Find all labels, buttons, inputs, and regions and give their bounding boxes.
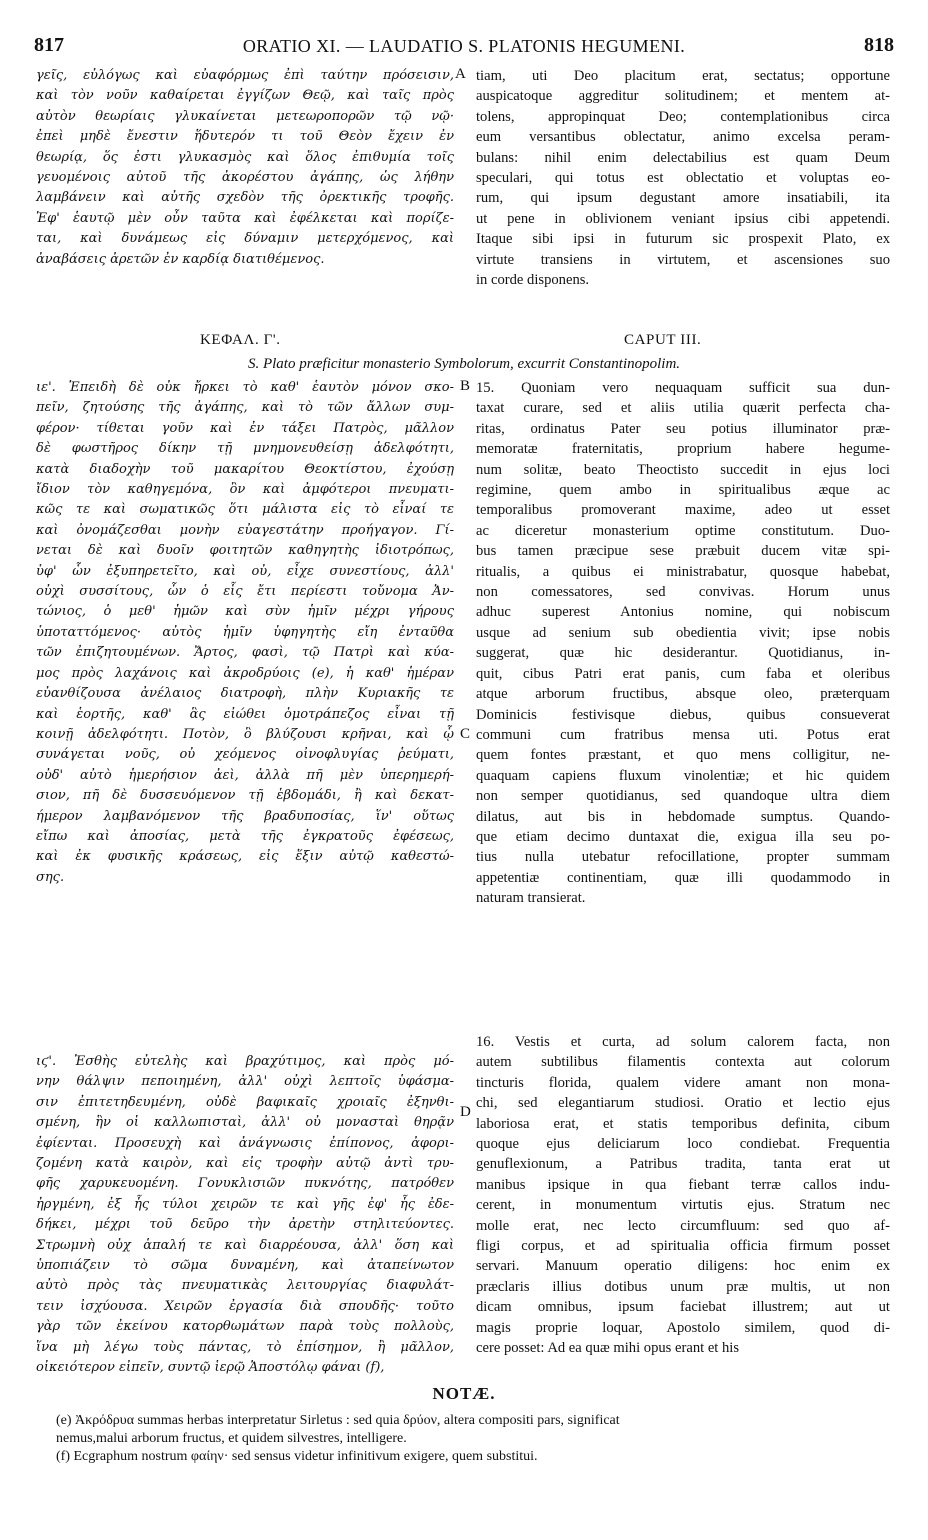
greek-text-line: Ἐφ' ἑαυτῷ μὲν οὖν ταῦτα καὶ ἐφέλκεται καὶ πορίζε-: [36, 210, 454, 226]
greek-text-line: σμένη, ἣν οἱ καλλωπισταὶ, ἀλλ' οὐ μονασταὶ θηρᾷν: [36, 1115, 454, 1131]
page-number-left: 817: [34, 34, 64, 56]
greek-text-line: θεωρίᾳ, ὅς ἐστι γλυκασμὸς καὶ ὅλος ἐπιθυμία τοῖς: [36, 149, 454, 165]
latin-text-line: quaquam capiens fluxum vinolentiæ; et hic quidem: [476, 767, 890, 784]
greek-text-line: ιϛ'. Ἐσθὴς εὐτελὴς καὶ βραχύτιμος, καὶ πρὸς μό-: [36, 1054, 454, 1069]
chapter-heading-greek: ΚΕΦΑΛ. Γ'.: [200, 332, 281, 348]
latin-text-line: atque arborum fructibus, absque oleo, præterquam: [476, 686, 890, 703]
greek-text-line: ὑποταττόμενος· αὐτὸς ἡμῖν ὑφηγητὴς εἴη ἐνταῦθα: [36, 624, 454, 640]
greek-text-line: ἐφίενται. Προσευχὴ καὶ ἀνάγνωσις ἐπίπονος, ἀφορι-: [36, 1135, 454, 1151]
latin-text-line: cere posset: Ad ea quæ mihi opus erant et his: [476, 1340, 740, 1357]
latin-text-line: naturam transierat.: [476, 890, 586, 907]
latin-text-line: appetentiæ continentiam, quæ illi quodammodo in: [476, 869, 890, 886]
latin-text-line: laboriosa erat, et statis temporibus definita, cibum: [476, 1115, 890, 1132]
greek-column-section-16: [36, 1052, 454, 1379]
greek-text-line: οὐδ' αὐτὸ ἡμερήσιον ἀεὶ, ἀλλὰ πῆ μὲν ὑπερημερή-: [36, 767, 454, 783]
greek-text-line: οὐχὶ συσσίτους, ὧν ὁ εἷς ἔτι περίεστι τοὔνομα Ἀν-: [36, 584, 454, 600]
greek-text-line: δήκει, μέχρι τοῦ δεῦρο τὴν ἀρετὴν στηλιτεύοντες.: [36, 1217, 454, 1233]
latin-text-line: rum, qui ipsum degustant amore insatiabili, ita: [476, 190, 890, 207]
greek-text-line: ἐπεὶ μηδὲ ἔνεστιν ἥδυτερόν τι τοῦ Θεὸν ἔχειν ἐν: [36, 129, 454, 145]
running-title: ORATIO XI. — LAUDATIO S. PLATONIS HEGUMENI.: [242, 36, 686, 56]
greek-text-line: γεῖς, εὐλόγως καὶ εὐαφόρμως ἐπὶ ταύτην πρόσεισιν,: [36, 68, 454, 83]
latin-text-line: quoque ejus deliciarum loco condiebat. Frequentia: [476, 1136, 890, 1153]
greek-text-line: ται, καὶ δυνάμεως εἰς δύναμιν μετερχόμενος, καὶ: [36, 231, 454, 247]
latin-text-line: dicam omnibus, ipsum faciebat illustrem; aut ut: [476, 1299, 890, 1316]
greek-text-line: τώνιος, ὁ μεθ' ἡμῶν καὶ σὺν ἡμῖν μέχρι γήρους: [36, 604, 454, 620]
footnote-line: (f) Ecgraphum nostrum φαίην· sed sensus videtur infinitivum exigere, quem substitui.: [56, 1449, 538, 1464]
greek-text-line: ήμερον λαμβανόμενον τῆς βραδυποσίας, ἵν' οὕτως: [36, 808, 454, 824]
latin-text-line: eum versantibus oblectatur, animo excelsa peram-: [476, 129, 890, 146]
page-number-right: 818: [864, 34, 894, 56]
latin-text-line: adhuc superest Antonius nomine, qui nobiscum: [476, 604, 890, 621]
margin-marker-b: B: [460, 378, 471, 394]
greek-text-line: ιε'. Ἐπειδὴ δὲ οὐκ ἤρκει τὸ καθ' ἑαυτὸν μόνον σκο-: [36, 380, 454, 395]
latin-text-line: autem subtilibus filamentis contexta aut colorum: [476, 1054, 890, 1071]
greek-text-line: καὶ τὸν νοῦν καθαίρεται ἐγγίζων Θεῷ, καὶ ταῖς πρὸς: [36, 88, 454, 104]
greek-text-line: αὐτὸ πρὸς τὰς πνευματικὰς λειτουργίας διαφυλάτ-: [36, 1278, 454, 1294]
greek-text-line: γὰρ τῶν ἐκείνου κατορθωμάτων παρὰ τοὺς πολλοὺς,: [36, 1319, 454, 1335]
latin-text-line: communi cum fratribus mensa uti. Potus erat: [476, 726, 890, 743]
greek-text-line: κατὰ διαδοχὴν τοῦ μακαρίτου Θεοκτίστου, ἐχούσῃ: [36, 461, 454, 477]
greek-text-line: σιον, πῆ δὲ δυσσευόμενον τῇ ἑβδομάδι, ἢ καὶ δεκατ-: [36, 788, 454, 804]
latin-text-line: 16. Vestis et curta, ad solum calorem facta, non: [476, 1034, 890, 1050]
latin-text-line: ut pene in oblivionem veniant ipsius cibi appetendi.: [476, 210, 890, 227]
latin-text-line: quit, cibus Patri erat panis, cum faba et oleribus: [476, 665, 890, 682]
greek-text-line: λαμβάνειν καὶ αὐτῆς σχεδὸν τῆς ὀρεκτικῆς τροφῆς.: [36, 190, 454, 206]
greek-text-line: φέρον· τίθεται γοῦν καὶ ἐν τάξει Πατρὸς, μᾶλλον: [36, 420, 454, 436]
latin-text-line: speculari, qui totus est oblectatio et voluptas eo-: [476, 170, 890, 187]
greek-text-line: Στρωμνὴ οὐχ ἁπαλή τε καὶ διαρρέουσα, ἀλλ' ὅση καὶ: [36, 1237, 454, 1253]
greek-text-line: ἴδιον τὸν καθηγεμόνα, ὃν καὶ ἀμφότεροι πνευματι-: [36, 482, 454, 498]
latin-text-line: magis proprie loquar, Apostolo similem, quod di-: [476, 1319, 890, 1336]
latin-text-line: quem fontes præstant, et quo mens colligitur, ne-: [476, 747, 890, 764]
greek-text-line: συνάγεται νοῦς, οὐ χεόμενος οἰνοφλυγίας ῥεύματι,: [36, 747, 454, 763]
latin-text-line: fligi corpus, et ad spiritualia officia firmum posset: [476, 1238, 890, 1255]
latin-text-line: temporalibus promoverant maxime, adeo ut esset: [476, 502, 890, 519]
greek-text-line: ἵνα μὴ λέγω τοὺς πάντας, τὸ ἐπίσημον, ἢ μᾶλλον,: [36, 1339, 454, 1355]
latin-column-section-16: [476, 1032, 890, 1359]
chapter-summary: S. Plato præficitur monasterio Symbolorum, excurrit Constantinopolim.: [247, 356, 681, 372]
latin-text-line: auspicatoque aggreditur solitudinem; et mentem at-: [476, 88, 890, 105]
latin-text-line: dilatus, aut bis in hebdomade sumptus. Quando-: [476, 808, 890, 825]
greek-text-line: σιν ἐπιτετηδευμένη, οὐδὲ βαφικαῖς χροιαῖς ἐξηνθι-: [36, 1094, 454, 1110]
greek-text-line: ζομένη κατὰ καιρὸν, καὶ εἰς τροφὴν αὐτῷ ἀντὶ τρυ-: [36, 1156, 454, 1172]
running-header: [34, 34, 894, 60]
greek-column-section-15: [36, 378, 454, 888]
latin-text-line: suggerat, quæ hic desiderantur. Quotidianus, in-: [476, 645, 890, 662]
greek-text-line: πεῖν, ζητούσης τῆς ἀγάπης, καὶ τὸ τῶν ἄλλων συμ-: [36, 400, 454, 416]
latin-text-line: ritas, ordinatus Pater seu potius illuminator præ-: [476, 420, 890, 437]
latin-text-line: non semper quotidianus, sed quandoque ultra diem: [476, 788, 890, 805]
latin-text-line: regimine, quem ambo in spiritualibus æque ac: [476, 482, 890, 499]
greek-text-line: φῆς χαρυκευομένη. Γονυκλισιῶν πυκνότης, πατρόθεν: [36, 1176, 454, 1192]
greek-text-line: εὐανθίζουσα ἀνέλαιος διατροφὴ, πλὴν Κυριακῆς τε: [36, 686, 454, 702]
latin-text-line: manibus ipsique in qua fiebant terræ callos indu-: [476, 1176, 890, 1193]
greek-text-line: κοινῇ ἀδελφότητι. Ποτὸν, ὃ βλύζουσι κρῆναι, καὶ ᾧ: [36, 726, 454, 742]
greek-text-line: μος πρὸς λαχάνοις καὶ ἀκροδρύοις (e), ἡ καθ' ἡμέραν: [36, 665, 454, 681]
margin-marker-c: C: [460, 726, 471, 742]
greek-text-line: ὑφ' ὧν ἐξυπηρετεῖτο, καὶ οὐ, εἶχε συνεστίους, ἀλλ': [36, 563, 454, 579]
greek-text-line: γευομένοις αὐτοῦ τῆς ἀκορέστου ἀγάπης, ὡς λήθην: [36, 170, 454, 186]
greek-text-line: ἠργμένη, ἐξ ἧς τύλοι χειρῶν τε καὶ γῆς ἐφ' ἧς ἐδε-: [36, 1196, 454, 1212]
latin-text-line: molle erat, nec lecto circumfluum: sed quo af-: [476, 1217, 890, 1234]
footnote-line: (e) Ἀκρόδρυα summas herbas interpretatur Sirletus : sed quia δρύον, altera compositi pars, significat: [56, 1413, 620, 1428]
greek-text-line: καὶ ἑορτῆς, καθ' ἃς εἰώθει ὁμοτράπεζος εἶναι τῇ: [36, 706, 454, 722]
latin-text-line: virtute transiens in virtutem, et ascensiones suo: [476, 251, 890, 268]
latin-text-line: que etiam decimo duntaxat die, exigua illa seu po-: [476, 828, 890, 845]
latin-text-line: Itaque sibi ipsi in futurum sic prospexit Plato, ex: [476, 231, 890, 248]
latin-text-line: præclaris illius dotibus unum præ multis, ut non: [476, 1278, 890, 1295]
greek-text-line: αὐτὸν θεωρίαις γλυκαίνεται μετεωροπορῶν τῷ νῷ·: [36, 108, 454, 124]
latin-text-line: num solitæ, beato Theoctisto succedit in ejus loci: [476, 461, 890, 478]
latin-text-line: in corde disponens.: [476, 272, 590, 289]
latin-text-line: bus tamen præcipue sese præbuit ducem vitæ spi-: [476, 543, 890, 560]
greek-text-line: νην θάλψιν πεποιημένη, ἀλλ' οὐχὶ λεπτοῖς ὑφάσμα-: [36, 1074, 454, 1090]
latin-text-line: tolens, appropinquat Deo; contemplationibus circa: [476, 108, 890, 125]
notes-heading: NOTÆ.: [432, 1384, 496, 1403]
footnote-line: nemus,malui arborum fructus, et quidem silvestres, intelligere.: [56, 1431, 407, 1446]
greek-text-line: νεται δὲ καὶ δυοῖν φοιτητῶν καθηγητὴς ἰδιοτρόπως,: [36, 543, 454, 559]
latin-text-line: tius nulla utebatur refocillatione, propter summam: [476, 849, 890, 866]
greek-text-line: εἴπω καὶ ἀποσίας, μετὰ τῆς ἐγκρατοῦς ἐφέσεως,: [36, 828, 454, 844]
margin-marker-a: A: [455, 66, 466, 82]
latin-text-line: tiam, uti Deo placitum erat, sectatus; opportune: [476, 68, 890, 84]
greek-text-line: τῶν ἐπιζητουμένων. Ἄρτος, φασὶ, τῷ Πατρὶ καὶ κύα-: [36, 645, 454, 661]
greek-text-line: ὑποπιάζειν τὸ σῶμα δυναμένη, καὶ ἀταπείνωτον: [36, 1258, 454, 1274]
margin-marker-d: D: [460, 1104, 471, 1120]
latin-text-line: genuflexionum, a Patribus tradita, tanta erat ut: [476, 1156, 890, 1173]
latin-text-line: cerent, in monumentum virtutis ejus. Stratum nec: [476, 1197, 890, 1214]
latin-column-top: [476, 66, 890, 290]
latin-text-line: tincturis florida, qualem videre amant non mona-: [476, 1074, 890, 1091]
latin-text-line: Dominicis festivisque diebus, quibus consueverat: [476, 706, 890, 723]
latin-text-line: servari. Manuum operatio diligens: hoc enim ex: [476, 1258, 890, 1275]
latin-text-line: ac diceretur monasterium optime constitutum. Duo-: [476, 522, 890, 539]
latin-text-line: bulans: nihil enim delectabilius est quam Deum: [476, 149, 890, 166]
greek-text-line: ἀναβάσεις ἀρετῶν ἐν καρδίᾳ διατιθέμενος.: [36, 251, 325, 267]
greek-text-line: κῶς τε καὶ σωματικῶς ὅτι μάλιστα εἰς τὸ εἶναί τε: [36, 502, 454, 518]
latin-text-line: chi, sed elegantiarum studiosi. Oratio et lectio ejus: [476, 1095, 890, 1112]
latin-text-line: usque ad senium sub obedientia vivit; ipse nobis: [476, 624, 890, 641]
greek-text-line: καὶ ὀνομάζεσθαι μονὴν εὐαγεστάτην προήγαγον. Γί-: [36, 522, 454, 538]
greek-text-line: οἰκειότερον εἰπεῖν, συντῷ ἱερῷ Ἀποστόλῳ φάναι (f),: [36, 1360, 385, 1376]
latin-text-line: taxat curare, sed et aliis utilia quærit perfecta cha-: [476, 400, 890, 417]
latin-text-line: memoratæ fraternitatis, proprium habere hegume-: [476, 441, 890, 458]
latin-text-line: non comessatores, sed convivas. Horum unus: [476, 584, 890, 601]
greek-column-top: [36, 66, 454, 270]
latin-column-section-15: [476, 378, 890, 909]
footnotes: [56, 1412, 904, 1466]
greek-text-line: δὲ φωστῆρος δίκην τῇ μνημονευθείσῃ ἀδελφότητι,: [36, 441, 454, 457]
greek-text-line: καὶ ἐκ φυσικῆς κράσεως, εἰς ἕξιν αὐτῷ καθεστώ-: [36, 849, 454, 865]
chapter-heading-latin: CAPUT III.: [624, 332, 702, 348]
latin-text-line: 15. Quoniam vero nequaquam sufficit sua dun-: [476, 380, 890, 396]
greek-text-line: τειν ἰσχύουσα. Χειρῶν ἐργασία διὰ σπουδῆς· τοῦτο: [36, 1298, 454, 1314]
greek-text-line: σης.: [36, 869, 65, 885]
latin-text-line: ritualis, a quibus ei ministrabatur, quosque habebat,: [476, 563, 890, 580]
